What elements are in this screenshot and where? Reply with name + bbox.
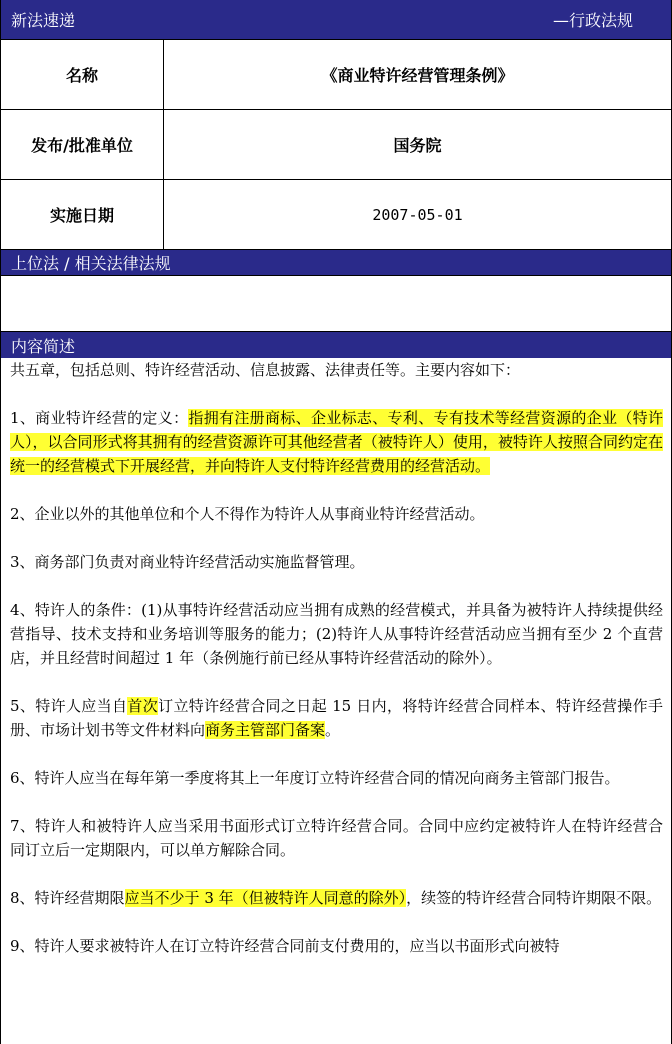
item-5-highlight-2: 商务主管部门备案 bbox=[205, 721, 326, 739]
item-5-highlight-1: 首次 bbox=[127, 697, 159, 715]
name-value: 《商业特许经营管理条例》 bbox=[164, 40, 672, 110]
summary-item-6: 6、特许人应当在每年第一季度将其上一年度订立特许经营合同的情况向商务主管部门报告。 bbox=[10, 769, 620, 787]
summary-item-7: 7、特许人和被特许人应当采用书面形式订立特许经营合同。合同中应约定被特许人在特许经营合同订立后一定期限内，可以单方解除合同。 bbox=[10, 817, 663, 859]
summary-item-9: 9、特许人要求被特许人在订立特许经营合同前支付费用的，应当以书面形式向被特 bbox=[10, 937, 560, 955]
banner-title: 新法速递 bbox=[11, 11, 76, 30]
item-5-body: 订立特许经营合同之日起 15 日内，将特许经营合同样本、特许经营操作手册、市场计划书等文件材料向 bbox=[10, 697, 663, 739]
item-5-end: 。 bbox=[325, 721, 341, 739]
summary-item-4: 4、特许人的条件：(1)从事特许经营活动应当拥有成熟的经营模式，并具备为被特许人持续提供经营指导、技术支持和业务培训等服务的能力；(2)特许人从事特许经营活动应当拥有至少 2 个直营店，并且经营时间超过 1 年（条例施行前已经从事特许经营活动的除外）。 bbox=[10, 601, 663, 667]
banner-category: —行政法规 bbox=[552, 11, 633, 30]
summary-item-8 bbox=[10, 886, 663, 910]
table-row bbox=[1, 180, 671, 250]
item-8-lead: 8、特许经营期限 bbox=[10, 889, 125, 907]
item-8-highlight: 应当不少于 3 年（但被特许人同意的除外） bbox=[124, 889, 407, 907]
related-laws-content bbox=[1, 276, 671, 332]
item-8-body: ，续签的特许经营合同特许期限不限。 bbox=[406, 889, 662, 907]
summary-intro: 共五章，包括总则、特许经营活动、信息披露、法律责任等。主要内容如下： bbox=[10, 361, 521, 379]
summary-item-5 bbox=[10, 694, 663, 742]
item-1-lead: 1、商业特许经营的定义： bbox=[10, 409, 189, 427]
table-row bbox=[1, 40, 671, 110]
issuer-value: 国务院 bbox=[164, 110, 672, 180]
summary-header: 内容简述 bbox=[1, 332, 671, 358]
name-label: 名称 bbox=[1, 40, 164, 110]
date-value: 2007-05-01 bbox=[164, 180, 672, 250]
issuer-label: 发布/批准单位 bbox=[1, 110, 164, 180]
related-laws-header: 上位法 / 相关法律法规 bbox=[1, 250, 671, 276]
table-row bbox=[1, 110, 671, 180]
item-5-lead: 5、特许人应当自 bbox=[10, 697, 128, 715]
summary-item-1 bbox=[10, 406, 663, 478]
summary-item-3: 3、商务部门负责对商业特许经营活动实施监督管理。 bbox=[10, 553, 365, 571]
date-label: 实施日期 bbox=[1, 180, 164, 250]
info-table bbox=[1, 40, 671, 250]
summary-item-2: 2、企业以外的其他单位和个人不得作为特许人从事商业特许经营活动。 bbox=[10, 505, 485, 523]
item-1-highlight: 指拥有注册商标、企业标志、专利、专有技术等经营资源的企业（特许人），以合同形式将其拥有的经营资源许可其他经营者（被特许人）使用，被特许人按照合同约定在统一的经营模式下开展经营，并向特许人支付特许经营费用的经营活动。 bbox=[10, 409, 663, 475]
top-banner bbox=[1, 0, 671, 40]
summary-content bbox=[1, 358, 671, 958]
